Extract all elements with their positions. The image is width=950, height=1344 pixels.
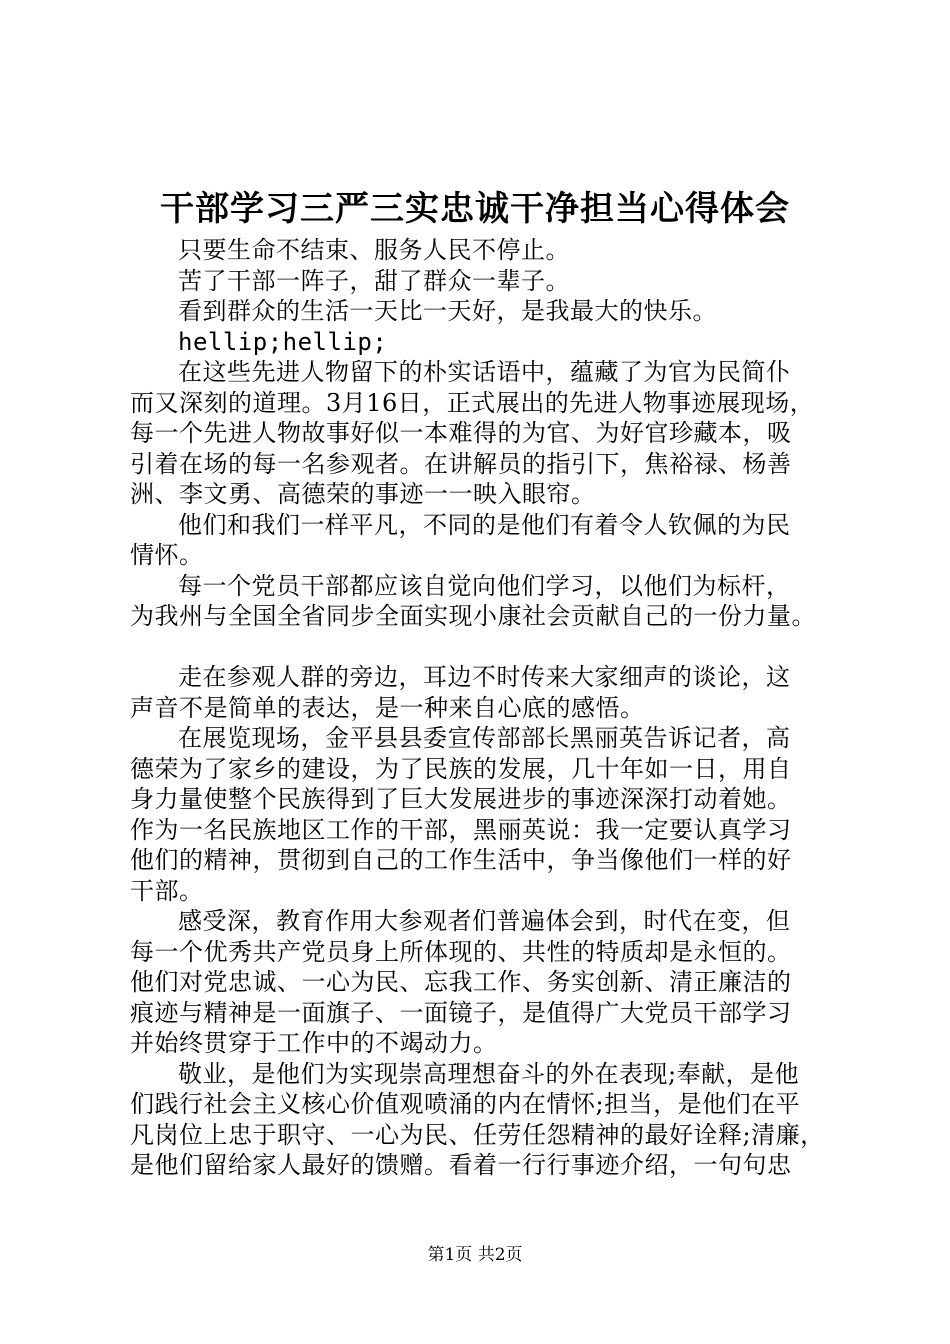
body-line: hellip;hellip; (178, 327, 388, 356)
body-line: 凡岗位上忠于职守、一心为民、任劳任怨精神的最好诠释;清廉， (130, 1120, 825, 1149)
body-line: 痕迹与精神是一面旗子、一面镜子，是值得广大党员干部学习 (130, 998, 792, 1027)
body-line: 苦了干部一阵子，甜了群众一辈子。 (178, 266, 570, 295)
paragraph-gap (130, 632, 850, 663)
body-line: 他们对党忠诚、一心为民、忘我工作、务实创新、清正廉洁的 (130, 968, 792, 996)
body-line: 德荣为了家乡的建设，为了民族的发展，几十年如一日，用自 (130, 754, 792, 783)
paragraph-start: 感受深，教育作用大参观者们普遍体会到，时代在变，但 (178, 907, 791, 935)
paragraph-start: 敬业，是他们为实现崇高理想奋斗的外在表现;奉献，是他 (178, 1059, 800, 1088)
body-line: 们践行社会主义核心价值观喷涌的内在情怀;担当，是他们在平 (130, 1090, 801, 1118)
paragraph-start: 在展览现场，金平县县委宣传部部长黑丽英告诉记者，高 (178, 724, 791, 752)
document-title: 干部学习三严三实忠诚干净担当心得体会 (160, 189, 790, 229)
body-line: 引着在场的每一名参观者。在讲解员的指引下，焦裕禄、杨善 (130, 449, 792, 478)
page-footer: 第1页 共2页 (427, 1245, 523, 1265)
document-body (130, 235, 850, 1181)
body-line: 声音不是简单的表达，是一种来自心底的感悟。 (130, 693, 645, 722)
body-line: 作为一名民族地区工作的干部，黑丽英说：我一定要认真学习 (130, 815, 792, 844)
body-line: 每一个先进人物故事好似一本难得的为官、为好官珍藏本，吸 (130, 419, 792, 447)
paragraph-start: 走在参观人群的旁边，耳边不时传来大家细声的谈论，这 (178, 663, 791, 691)
paragraph-start: 每一个党员干部都应该自觉向他们学习，以他们为标杆， (178, 571, 791, 600)
body-line: 身力量使整个民族得到了巨大发展进步的事迹深深打动着她。 (130, 785, 792, 813)
paragraph-start: 他们和我们一样平凡，不同的是他们有着令人钦佩的为民 (178, 510, 791, 539)
body-line: 情怀。 (130, 541, 204, 569)
body-line: 为我州与全国全省同步全面实现小康社会贡献自己的一份力量。 (130, 602, 816, 630)
body-line: 洲、李文勇、高德荣的事迹一一映入眼帘。 (130, 480, 596, 508)
body-line: 干部。 (130, 876, 204, 905)
body-line: 并始终贯穿于工作中的不竭动力。 (130, 1029, 498, 1057)
body-line: 是他们留给家人最好的馈赠。看着一行行事迹介绍，一句句忠 (130, 1151, 792, 1179)
paragraph-start: 在这些先进人物留下的朴实话语中，蕴藏了为官为民简仆 (178, 358, 791, 386)
body-line: 而又深刻的道理。3月16日，正式展出的先进人物事迹展现场， (130, 388, 815, 417)
body-line: 只要生命不结束、服务人民不停止。 (178, 236, 570, 264)
body-line: 每一个优秀共产党员身上所体现的、共性的特质却是永恒的。 (130, 937, 792, 966)
body-line: 看到群众的生活一天比一天好，是我最大的快乐。 (178, 297, 717, 325)
body-line: 他们的精神，贯彻到自己的工作生活中，争当像他们一样的好 (130, 846, 792, 874)
